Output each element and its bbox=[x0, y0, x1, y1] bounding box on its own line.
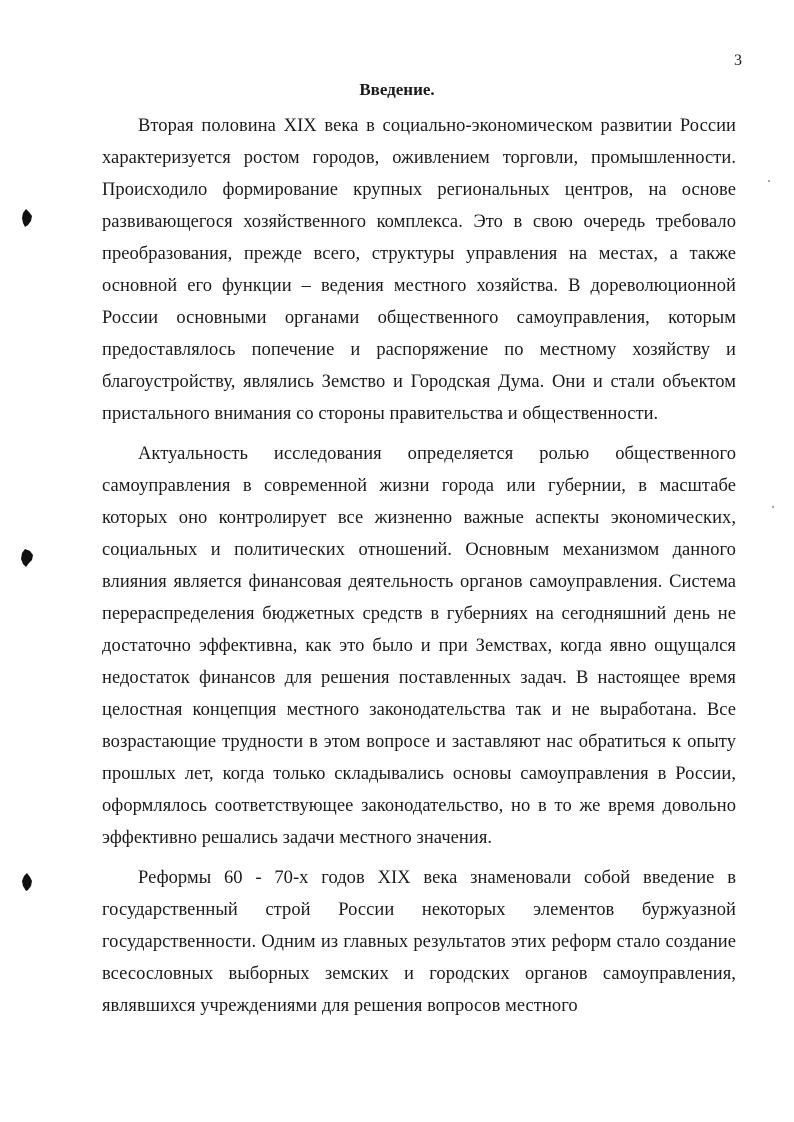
binding-hole-icon bbox=[20, 548, 34, 568]
body-text bbox=[102, 110, 736, 1030]
paragraph-relevance: Актуальность исследования определяется ролью общественного самоуправления в современной жизни города или губернии, в масштабе которых оно контролирует все жизненно важные аспекты экономических, социальных и политических отношений. Основным механизмом данного влияния является финансовая деятельность органов самоуправления. Система перераспределения бюджетных средств в губерниях на сегодняшний день не достаточно эффективна, как это было и при Земствах, когда явно ощущался недостаток финансов для решения поставленных задач. В настоящее время целостная концепция местного законодательства так и не выработана. Все возрастающие трудности в этом вопросе и заставляют нас обратиться к опыту прошлых лет, когда только складывались основы самоуправления в России, оформлялось соответствующее законодательство, но в то же время довольно эффективно решались задачи местного значения. bbox=[102, 444, 736, 848]
paragraph-reforms: Реформы 60 - 70-х годов XIX века знаменовали собой введение в государственный строй России некоторых элементов буржуазной государственности. Одним из главных результатов этих реформ стало создание всесословных выборных земских и городских органов самоуправления, являвшихся учреждениями для решения вопросов местного bbox=[102, 868, 736, 1016]
paragraph-introduction: Вторая половина XIX века в социально-экономическом развитии России характеризуется ростом городов, оживлением торговли, промышленности. Происходило формирование крупных региональных центров, на основе развивающегося хозяйственного комплекса. Это в свою очередь требовало преобразования, прежде всего, структуры управления на местах, а также основной его функции – ведения местного хозяйства. В дореволюционной России основными органами общественного самоуправления, которым предоставлялось попечение и распоряжение по местному хозяйству и благоустройству, являлись Земство и Городская Дума. Они и стали объектом пристального внимания со стороны правительства и общественности. bbox=[102, 116, 736, 424]
scan-speck bbox=[768, 180, 770, 182]
page-number: 3 bbox=[734, 52, 742, 69]
binding-hole-icon bbox=[20, 208, 34, 228]
page-title: Введение. bbox=[359, 80, 435, 99]
scan-speck bbox=[772, 506, 774, 508]
binding-hole-icon bbox=[20, 872, 34, 892]
